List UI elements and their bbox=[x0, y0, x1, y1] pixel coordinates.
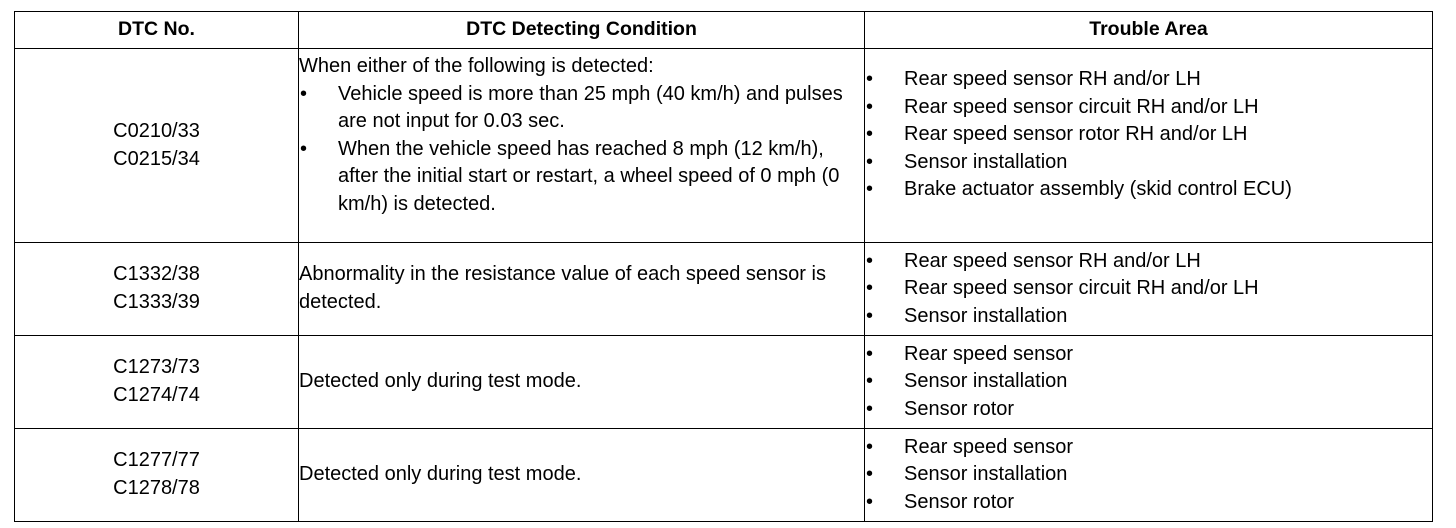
list-item bbox=[865, 176, 1432, 204]
bullet-icon: • bbox=[866, 68, 874, 90]
bullet-icon: • bbox=[866, 178, 874, 201]
list-item bbox=[865, 461, 1432, 489]
bullet-icon: • bbox=[866, 397, 874, 420]
condition-text: Vehicle speed is more than 25 mph (40 km/h) and pulses are not input for 0.03 sec. bbox=[338, 82, 843, 133]
list-item bbox=[865, 275, 1432, 303]
table-row bbox=[15, 336, 1433, 429]
condition-cell bbox=[299, 243, 865, 336]
dtc-code: C1332/38 bbox=[113, 263, 200, 286]
header-trouble-area: Trouble Area bbox=[865, 12, 1433, 49]
list-item bbox=[865, 149, 1432, 177]
dtc-code: C1273/73 bbox=[113, 356, 200, 379]
trouble-area-text: Brake actuator assembly (skid control ECU) bbox=[904, 178, 1292, 201]
condition-text: Detected only during test mode. bbox=[299, 370, 582, 393]
trouble-area-text: Rear speed sensor circuit RH and/or LH bbox=[904, 95, 1259, 118]
dtc-code: C0215/34 bbox=[113, 147, 200, 170]
bullet-icon: • bbox=[866, 463, 874, 486]
bullet-icon: • bbox=[866, 342, 874, 365]
list-item bbox=[865, 121, 1432, 149]
trouble-area-text: Sensor rotor bbox=[904, 490, 1015, 513]
trouble-area-text: Sensor rotor bbox=[904, 397, 1015, 420]
trouble-area-text: Rear speed sensor circuit RH and/or LH bbox=[904, 277, 1259, 300]
list-item bbox=[865, 94, 1432, 122]
header-detecting-condition: DTC Detecting Condition bbox=[299, 12, 865, 49]
bullet-icon: • bbox=[300, 82, 308, 105]
trouble-area-cell bbox=[865, 429, 1433, 522]
dtc-code-cell bbox=[15, 49, 299, 243]
bullet-icon: • bbox=[866, 370, 874, 393]
condition-text: Detected only during test mode. bbox=[299, 463, 582, 486]
bullet-icon: • bbox=[866, 249, 874, 272]
bullet-icon: • bbox=[300, 137, 308, 160]
list-item bbox=[865, 434, 1432, 462]
trouble-area-text: Sensor installation bbox=[904, 370, 1068, 393]
trouble-area-cell bbox=[865, 49, 1433, 243]
dtc-code-cell bbox=[15, 429, 299, 522]
table-row bbox=[15, 429, 1433, 522]
condition-text: Abnormality in the resistance value of each speed sensor is detected. bbox=[299, 263, 826, 313]
condition-cell bbox=[299, 336, 865, 429]
trouble-area-text: Rear speed sensor rotor RH and/or LH bbox=[904, 123, 1248, 146]
list-item bbox=[865, 396, 1432, 424]
bullet-icon: • bbox=[866, 490, 874, 513]
bullet-icon: • bbox=[866, 123, 874, 146]
trouble-area-list bbox=[865, 248, 1432, 331]
dtc-code: C0210/33 bbox=[113, 119, 200, 142]
bullet-icon: • bbox=[866, 435, 874, 458]
trouble-area-list bbox=[865, 434, 1432, 517]
list-item bbox=[299, 136, 864, 219]
condition-list bbox=[299, 81, 864, 219]
condition-text: When the vehicle speed has reached 8 mph (12 km/h), after the initial start or restart, a wheel speed of 0 mph (0 km/h) is detected. bbox=[338, 137, 840, 215]
trouble-area-text: Rear speed sensor RH and/or LH bbox=[904, 249, 1201, 272]
bullet-icon: • bbox=[866, 95, 874, 118]
bullet-icon: • bbox=[866, 277, 874, 300]
trouble-area-list bbox=[865, 341, 1432, 424]
list-item bbox=[865, 368, 1432, 396]
bullet-icon: • bbox=[866, 304, 874, 327]
trouble-area-cell bbox=[865, 336, 1433, 429]
list-item bbox=[865, 303, 1432, 331]
condition-cell bbox=[299, 429, 865, 522]
trouble-area-text: Rear speed sensor bbox=[904, 435, 1073, 458]
trouble-area-text: Sensor installation bbox=[904, 150, 1068, 173]
bullet-icon: • bbox=[866, 150, 874, 173]
list-item bbox=[865, 66, 1432, 94]
trouble-area-text: Sensor installation bbox=[904, 304, 1068, 327]
dtc-code-cell bbox=[15, 243, 299, 336]
table-row bbox=[15, 49, 1433, 243]
list-item bbox=[865, 248, 1432, 276]
list-item bbox=[865, 341, 1432, 369]
table-row bbox=[15, 243, 1433, 336]
condition-intro: When either of the following is detected: bbox=[299, 55, 654, 77]
dtc-code-cell bbox=[15, 336, 299, 429]
trouble-area-text: Sensor installation bbox=[904, 463, 1068, 486]
trouble-area-text: Rear speed sensor RH and/or LH bbox=[904, 68, 1201, 90]
dtc-code: C1333/39 bbox=[113, 291, 200, 313]
list-item bbox=[299, 81, 864, 136]
header-dtc-no: DTC No. bbox=[15, 12, 299, 49]
list-item bbox=[865, 489, 1432, 517]
trouble-area-list bbox=[865, 66, 1432, 204]
dtc-table bbox=[14, 11, 1433, 522]
header-row bbox=[15, 12, 1433, 49]
dtc-code: C1277/77 bbox=[113, 449, 200, 472]
dtc-code: C1278/78 bbox=[113, 477, 200, 499]
condition-cell bbox=[299, 49, 865, 243]
trouble-area-text: Rear speed sensor bbox=[904, 342, 1073, 365]
trouble-area-cell bbox=[865, 243, 1433, 336]
dtc-code: C1274/74 bbox=[113, 384, 200, 406]
